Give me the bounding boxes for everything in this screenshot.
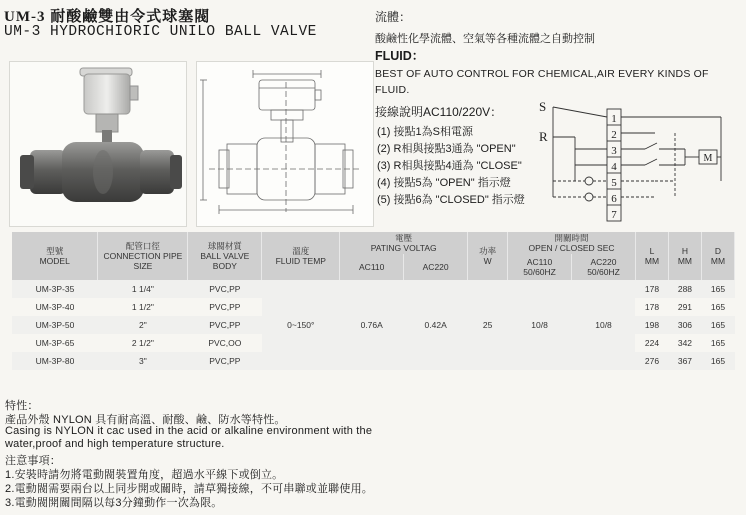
cell-d: 165	[710, 338, 726, 348]
fluid-heading-zh: 流體：	[375, 10, 412, 24]
cell-l: 224	[644, 338, 660, 348]
fluid-heading-en: FLUID：	[375, 49, 425, 63]
cell-model: UM-3P-65	[35, 338, 75, 348]
dimension-drawing	[196, 61, 374, 227]
cell-model: UM-3P-50	[12, 316, 98, 334]
cell-h: 342	[677, 338, 693, 348]
header-time-ac110: AC110 50/60HZ	[508, 254, 572, 280]
valve-photo-illustration	[10, 62, 186, 226]
cell-d: 165	[701, 352, 734, 370]
cell-body: PVC,PP	[188, 316, 262, 334]
cell-d: 165	[701, 316, 734, 334]
terminal-label: 3	[611, 145, 617, 157]
terminal-label: 4	[611, 161, 617, 173]
wiring-diagram	[535, 97, 735, 227]
cell-d: 165	[710, 302, 726, 312]
wiring-item: (1) 接點1為S相電源	[377, 126, 473, 138]
caution-item: 1.安裝時請勿將電動閥裝置角度，超過水平線下或倒立。	[5, 469, 284, 481]
feature-heading: 特性：	[5, 400, 39, 412]
cell-pipe: 3"	[98, 352, 188, 370]
phase-r-label: R	[539, 129, 548, 144]
cell-pipe: 2"	[98, 316, 188, 334]
terminal-label: 5	[611, 177, 617, 189]
terminal-label: 6	[611, 193, 617, 205]
cell-h: 291	[677, 302, 693, 312]
fluid-description-en: BEST OF AUTO CONTROL FOR CHEMICAL,AIR EVERY KINDS OF FLUID.	[375, 68, 709, 96]
header-pipe-size: 配管口徑 CONNECTION PIPE SIZE	[98, 232, 188, 280]
cell-power: 25	[468, 280, 508, 370]
cell-model: UM-3P-35	[12, 280, 98, 298]
cell-pipe: 1 1/4"	[98, 280, 188, 298]
phase-s-label: S	[539, 99, 547, 114]
cell-h: 288	[668, 280, 701, 298]
header-ac220: AC220	[404, 254, 468, 280]
terminal-label: 7	[611, 209, 617, 221]
wiring-item: (2) R相與接點3通為 "OPEN"	[377, 143, 516, 155]
header-voltage: 電壓 PATING VOLTAG	[340, 232, 468, 254]
cell-h: 306	[668, 316, 701, 334]
header-power: 功率 W	[468, 232, 508, 280]
cell-time-ac110: 10/8	[508, 280, 572, 370]
header-ac110: AC110	[340, 254, 404, 280]
cell-pipe: 1 1/2"	[131, 302, 154, 312]
cell-h: 367	[668, 352, 701, 370]
cell-body: PVC,PP	[188, 280, 262, 298]
wiring-item: (4) 接點5為 "OPEN" 指示燈	[377, 177, 511, 189]
spec-table	[12, 232, 735, 370]
wiring-circuit	[535, 97, 735, 227]
cell-body: PVC,OO	[208, 338, 242, 348]
header-valve-body: 球閥材質 BALL VALVE BODY	[188, 232, 262, 280]
valve-dimension-illustration	[197, 62, 373, 226]
header-time-ac220: AC220 50/60HZ	[572, 254, 636, 280]
cell-l: 276	[635, 352, 668, 370]
caution-heading: 注意事項：	[5, 455, 61, 467]
header-l: L MM	[635, 232, 668, 280]
feature-zh: 產品外殼 NYLON 具有耐高溫、耐酸、鹼、防水等特性。	[5, 414, 286, 426]
header-fluid-temp: 溫度 FLUID TEMP	[262, 232, 340, 280]
header-h: H MM	[668, 232, 701, 280]
header-model: 型號 MODEL	[12, 232, 98, 280]
cell-time-ac220: 10/8	[572, 280, 636, 370]
cell-d: 165	[701, 280, 734, 298]
table-row	[12, 280, 735, 298]
cell-body: PVC,PP	[209, 302, 241, 312]
cell-model: UM-3P-80	[12, 352, 98, 370]
feature-en-line2: water,proof and high temperature structure.	[5, 438, 225, 450]
feature-en-line1: Casing is NYLON it cac used in the acid or alkaline environment with the	[5, 425, 373, 437]
wiring-item: (5) 接點6為 "CLOSED" 指示燈	[377, 194, 525, 206]
cell-l: 178	[644, 302, 660, 312]
header-switch-time: 開關時間 OPEN / CLOSED SEC	[508, 232, 636, 254]
terminal-label: 2	[611, 129, 617, 141]
title-en: UM-3 HYDROCHIORIC UNILO BALL VALVE	[4, 24, 317, 40]
cell-pipe: 2 1/2"	[131, 338, 154, 348]
cell-body: PVC,PP	[188, 352, 262, 370]
cell-temp: 0~150°	[262, 280, 340, 370]
cell-l: 178	[635, 280, 668, 298]
title-zh: UM-3 耐酸鹼雙由令式球塞閥	[4, 9, 211, 25]
header-d: D MM	[701, 232, 734, 280]
caution-item: 3.電動閥開關間隔以每3分鐘動作一次為限。	[5, 497, 223, 509]
caution-item: 2.電動閥需要兩台以上同步開或關時，請草獨接線，不可串聯或並聯使用。	[5, 483, 373, 495]
cell-l: 198	[635, 316, 668, 334]
fluid-description-zh: 酸鹼性化學流體、空氣等各種流體之自動控制	[375, 33, 595, 45]
motor-label: M	[703, 153, 713, 164]
cell-ac110: 0.76A	[340, 280, 404, 370]
terminal-label: 1	[611, 113, 617, 125]
cell-model: UM-3P-40	[35, 302, 75, 312]
cell-ac220: 0.42A	[404, 280, 468, 370]
wiring-item: (3) R相與接點4通為 "CLOSE"	[377, 160, 522, 172]
product-photo	[9, 61, 187, 227]
wiring-heading: 接線說明AC110/220V：	[375, 105, 503, 119]
